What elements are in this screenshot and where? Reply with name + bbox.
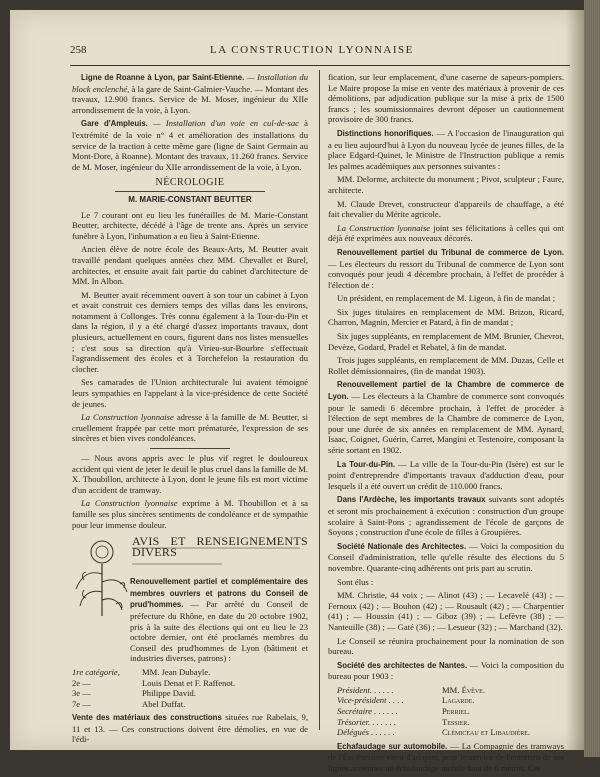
list-item: Président. . . . . . MM. Évêve. bbox=[337, 684, 485, 695]
article-paragraph: Le Conseil se réunira prochainement pour la nomination de son bureau. bbox=[328, 635, 564, 657]
obituary-name: M. MARIE-CONSTANT BEUTTER bbox=[128, 194, 252, 204]
article-paragraph: Trois juges suppléants, en remplacement de MM. Duzas, Celle et Rollet démissionnaires, (fin de mandat 1903). bbox=[328, 355, 564, 376]
binding-shadow bbox=[566, 10, 584, 750]
ornament-title: AVIS ET RENSEIGNEMENTS DIVERS bbox=[132, 534, 308, 559]
article-paragraph: Sont élus : bbox=[337, 576, 374, 587]
article-paragraph: MM. Delorme, architecte du monument ; Pivot, sculpteur ; Faure, architecte. bbox=[328, 174, 564, 195]
right-column bbox=[328, 72, 564, 777]
category-list bbox=[72, 667, 308, 709]
obit-paragraph: La Construction lyonnaise adresse à la famille de M. Beutter, si cruellement frappée par cette mort prématurée, l'expression de ses sincères et bien vives condoléances. bbox=[72, 412, 308, 444]
article-ardeche: Dans l'Ardèche, les importants travaux suivants sont adoptés et seront mis prochainement à exécution : construction d'un groupe scolaire à Saint-Pons ; agrandissement de l'école de garçons de Soyons ; construction d'une école de filles à Groupières. bbox=[328, 494, 564, 538]
article-paragraph: M. Claude Drevet, constructeur d'appareils de chauffage, a été fait chevalier du Mérite agricole. bbox=[328, 198, 564, 220]
list-item: 2e — Louis Denat et F. Raffenot. bbox=[72, 677, 236, 688]
article-tour-du-pin: La Tour-du-Pin. — La ville de la Tour-du-Pin (Isère) est sur le point d'entreprendre d'importants travaux d'adduction d'eau, pour lesquels il a été ouvert un crédit de 110.000 francs. bbox=[328, 458, 564, 491]
article-tribunal: Renouvellement partiel du Tribunal de commerce de Lyon. — Les électeurs du ressort du Tribunal de commerce de Lyon sont convoqués pour jeudi 4 décembre prochain, à l'effet de procéder à l'élection de : bbox=[328, 247, 564, 290]
running-head: LA CONSTRUCTION LYONNAISE bbox=[210, 44, 414, 56]
article-nantes: Société des architectes de Nantes. — Voici la composition du bureau pour 1903 : bbox=[328, 659, 564, 682]
article-prudhommes: Renouvellement partiel et complémentaire des membres ouvriers et patrons du Conseil de prud'hommes. — Par arrêté du Conseil de préfecture du Rhône, en date du 20 octobre 1902, pris à la suite des élections qui ont eu lieu le 23 octobre dernier, ont été proclamés membres du Conseil des prud'hommes de Lyon (bâtiment et industries diverses, patrons) : bbox=[130, 577, 308, 664]
officer-list bbox=[328, 685, 564, 738]
article-ampleuis: Gare d'Ampleuis. — Installation d'un voie en cul-de-sac à l'extrémité de la voie n° 4 et amélioration des installations du service de la traction à cette même gare (ligne de Saint Germain au Mont-Dore, à Roanne). Montant des travaux, 11.260 francs. Service de M. Moser, ingénieur du XIIe arrondissement de la voie, à Lyon. bbox=[72, 118, 308, 172]
article-continuation: fication, sur leur emplacement, d'une caserne de sapeurs-pompiers. Le Maire propose la mise en vente des matériaux à provenir de ces démolitions, par adjudication publique sur la mise à prix de 1500 francs ; les soumissionnaires devront déposer un cautionnement provisoire de 300 francs. bbox=[328, 72, 564, 125]
list-item: 7e — Abel Duffat. bbox=[72, 698, 186, 709]
list-item: Délégués . . . . . . Clémiceau et Libaudière. bbox=[337, 727, 531, 738]
section-title-necrologie: NÉCROLOGIE bbox=[155, 177, 225, 189]
obit-paragraph: Ancien élève de notre école des Beaux-Arts, M. Beutter avait travaillé pendant quelques années chez MM. Chevallet et Burel, architectes, et ensuite avait fait partie du cabinet d'architecture de MM. In Albon. bbox=[72, 244, 308, 287]
article-distinctions: Distinctions honorifiques. — A l'occasion de l'inauguration qui a eu lieu aujourd'hui à Lyon du nouveau lycée de jeunes filles, de la place Edgard-Quinet, le Ministre de l'Instruction publique a remis les palmes académiques aux personnes suivantes : bbox=[328, 127, 564, 171]
list-item: 1re catégorie, MM. Jean Dubayle. bbox=[72, 666, 211, 677]
article-paragraph: Un président, en remplacement de M. Ligeon, à fin de mandat ; bbox=[337, 293, 556, 304]
book-edge bbox=[584, 0, 600, 757]
header-rule bbox=[70, 65, 570, 66]
article-roanne: Ligne de Roanne à Lyon, par Saint-Etienne. — Installation du block enclenché, à la gare de Saint-Galmier-Vauche. — Montant des travaux, 12.900 francs. Service de M. Moser, ingénieur du XIIe arrondissement de la voie, à Lyon. bbox=[72, 72, 309, 115]
obit-paragraph: La Construction lyonnaise exprime à M. Thoubillon et à sa famille ses plus sincères sentiments de condoléance et de sympathie pour leur immense douleur. bbox=[72, 498, 308, 530]
divider bbox=[150, 448, 230, 449]
obit-paragraph: M. Beutter avait récemment ouvert à son tour un cabinet à Lyon et avait construit ces derniers temps des villas dans les environs, notamment à Collonges. Très connu également à la Tour-du-Pin et dans la région, il y a été chargé d'assez importants travaux, dont plusieurs, actuellement en cours, figurent dans nos listes mensuelles ; c'est sous sa direction qu'à Virieu-sur-Bourbre s'effectuait l'agrandissement des écoles et à Torchefelon la restauration du clocher. bbox=[72, 289, 308, 374]
column-separator bbox=[319, 70, 320, 730]
obit-paragraph: — Nous avons appris avec le plus vif regret le douloureux accident qui vient de jeter le deuil le plus cruel dans la famille de M. X. Thoubillon, architecte à Lyon, dont le jeune fils est mort victime d'un accident de tramway. bbox=[72, 453, 308, 495]
list-item: Vice-président . . . . Lagarde. bbox=[337, 695, 475, 706]
obit-paragraph: Le 7 courant ont eu lieu les funérailles de M. Marie-Constant Beutter, architecte, décédé à l'âge de trente ans. Après un service funèbre à Lyon, l'inhumation a eu lieu à Saint-Etienne. bbox=[72, 209, 308, 241]
article-paragraph: Six juges suppléants, en remplacement de MM. Brunier, Chevrot, Devèze, Godard, Pradel et Rebatel, à fin de mandat. bbox=[328, 331, 564, 352]
list-item: 3e — Philippe David. bbox=[72, 688, 196, 699]
document-page bbox=[10, 10, 584, 774]
article-paragraph: MM. Christie, 44 voix ; — Alinot (43) ; — Lecavelé (43) ; — Fernoux (42) ; — Bouhon (42) ; — Rousault (42) ; — Charpentier (41) ; — Houssin (41) ; — Giboz (39) ; — Lefèvre (38) ; — Nanteuille (38) ; — Gaté (36) ; — Lesueur (32) ; — Marchand (32). bbox=[328, 590, 564, 632]
article-societe-nationale: Société Nationale des Architectes. — Voici la composition du Conseil d'administration, telle qu'elle résulte des élections du 5 novembre. Quarante-cinq adhérents ont pris part au scrutin. bbox=[328, 540, 565, 573]
article-paragraph: Six juges titulaires en remplacement de MM. Brizon, Ricard, Charron, Magnin, Mercier et Patard, à fin de mandat ; bbox=[328, 306, 564, 328]
article-chambre: Renouvellement partiel de la Chambre de commerce de Lyon. — Les électeurs à la Chambre de commerce sont convoqués pour le samedi 6 décembre prochain, à l'effet de procéder à l'élection de sept membres de la Chambre de commerce de Lyon, pour une durée de six années en remplacement de MM. Aynard, Isaac, Coignet, Guérin, Carret, Mangini et Testenoire, composant la série sortant en 1902. bbox=[328, 380, 564, 455]
list-item: Trésorier. . . . . . . Tessier. bbox=[337, 716, 470, 727]
obit-paragraph: Ses camarades de l'Union architecturale lui avaient témoigné leurs sympathies en l'appelant à la vice-présidence de cette Société de jeunes. bbox=[72, 377, 308, 409]
article-echafaudage: Echafaudage sur automobile. — La Compagnie des tramways de l'Est-Parisien vient d'adopter, pour le service de l'entretien de ses lignes aériennes un échafaudage mobile haut de 6 mètres. Cet bbox=[328, 740, 564, 774]
article-vente: Vente des matériaux des constructions situées rue Rabelais, 9, 11 et 13. — Ces constructions doivent être démolies, en vue de l'édi- bbox=[72, 712, 308, 745]
page-number: 258 bbox=[70, 44, 87, 56]
section-rule bbox=[115, 191, 265, 192]
list-item: Secrétaire . . . . . . Perriel. bbox=[337, 706, 470, 717]
page-header bbox=[70, 44, 570, 58]
article-paragraph: La Construction lyonnaise joint ses félicitations à celles qui ont déjà été exprimées aux nouveaux décorés. bbox=[328, 222, 564, 244]
left-column bbox=[72, 72, 308, 748]
section-ornament bbox=[72, 534, 308, 618]
